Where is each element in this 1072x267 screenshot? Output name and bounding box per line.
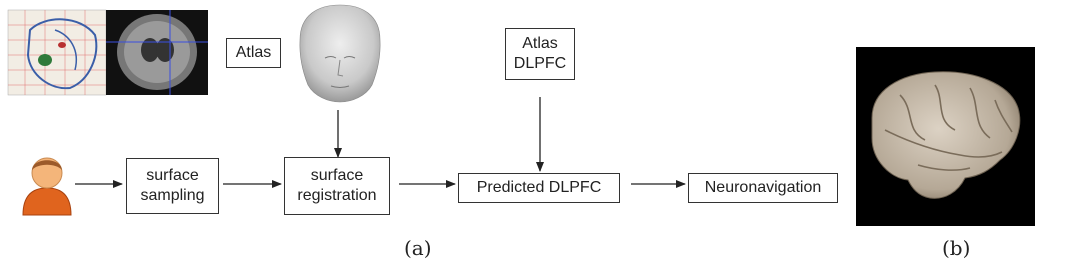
atlas-box (226, 38, 281, 68)
caption-a: (a) (404, 236, 432, 260)
patient-person-icon (23, 158, 71, 215)
surface-registration-line2: registration (297, 187, 377, 204)
neuronavigation-label: Neuronavigation (704, 179, 822, 196)
predicted-dlpfc-label: Predicted DLPFC (476, 179, 602, 196)
surface-sampling-line1: surface (146, 167, 199, 184)
atlas-dlpfc-line2: DLPFC (513, 55, 567, 72)
brain-cortex-image (856, 47, 1035, 226)
caption-b: (b) (942, 236, 971, 260)
surface-registration-box (284, 157, 390, 215)
neuronavigation-box (688, 173, 838, 203)
surface-sampling-line2: sampling (140, 187, 205, 204)
atlas-label: Atlas (235, 44, 272, 61)
surface-registration-line1: surface (310, 167, 364, 184)
head-surface-image (300, 5, 380, 102)
atlas-dlpfc-line1: Atlas (522, 35, 558, 52)
surface-sampling-box (126, 158, 219, 214)
atlas-dlpfc-box (505, 28, 575, 80)
predicted-dlpfc-box (458, 173, 620, 203)
mri-atlas-image (8, 10, 208, 95)
